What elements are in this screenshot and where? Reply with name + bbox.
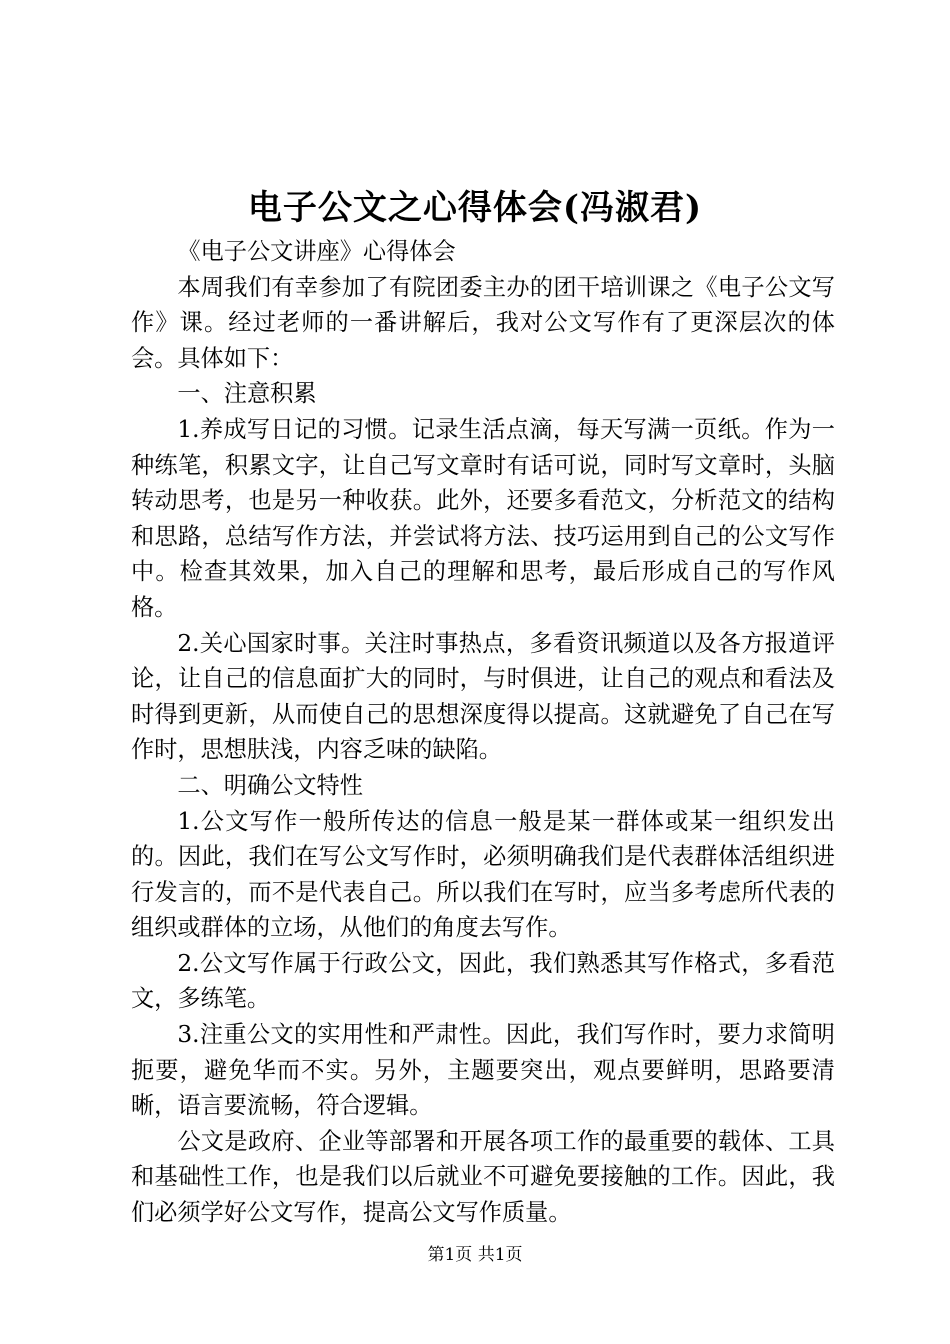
paragraph-2-3: 3.注重公文的实用性和严肃性。因此，我们写作时，要力求简明扼要，避免华而不实。另外，主题要突出，观点要鲜明，思路要清晰，语言要流畅，符合逻辑。 — [131, 1021, 835, 1120]
paragraph-2-1: 1.公文写作一般所传达的信息一般是某一群体或某一组织发出的。因此，我们在写公文写作时，必须明确我们是代表群体活组织进行发言的，而不是代表自己。所以我们在写时，应当多考虑所代表的组织或群体的立场，从他们的角度去写作。 — [131, 807, 835, 942]
paragraph-1-1: 1.养成写日记的习惯。记录生活点滴，每天写满一页纸。作为一种练笔，积累文字，让自己写文章时有话可说，同时写文章时，头脑转动思考，也是另一种收获。此外，还要多看范文，分析范文的结构和思路，总结写作方法，并尝试将方法、技巧运用到自己的公文写作中。检查其效果，加入自己的理解和思考，最后形成自己的写作风格。 — [131, 415, 835, 621]
paragraph-2-2: 2.公文写作属于行政公文，因此，我们熟悉其写作格式，多看范文，多练笔。 — [131, 949, 835, 1013]
section-heading-2: 二、明确公文特性 — [177, 771, 363, 799]
document-body — [131, 234, 835, 1231]
paragraph-conclusion: 公文是政府、企业等部署和开展各项工作的最重要的载体、工具和基础性工作，也是我们以后就业不可避免要接触的工作。因此，我们必须学好公文写作，提高公文写作质量。 — [131, 1127, 835, 1227]
paragraph-subtitle: 《电子公文讲座》心得体会 — [177, 238, 456, 265]
section-heading-1: 一、注意积累 — [177, 380, 317, 408]
document-title: 电子公文之心得体会(冯淑君) — [247, 188, 703, 228]
page-footer: 第1页 共1页 — [427, 1245, 523, 1265]
paragraph-intro: 本周我们有幸参加了有院团委主办的团干培训课之《电子公文写作》课。经过老师的一番讲解后，我对公文写作有了更深层次的体会。具体如下： — [131, 273, 835, 372]
paragraph-1-2: 2.关心国家时事。关注时事热点，多看资讯频道以及各方报道评论，让自己的信息面扩大的同时，与时俱进，让自己的观点和看法及时得到更新，从而使自己的思想深度得以提高。这就避免了自己在写作时，思想肤浅，内容乏味的缺陷。 — [131, 629, 835, 764]
